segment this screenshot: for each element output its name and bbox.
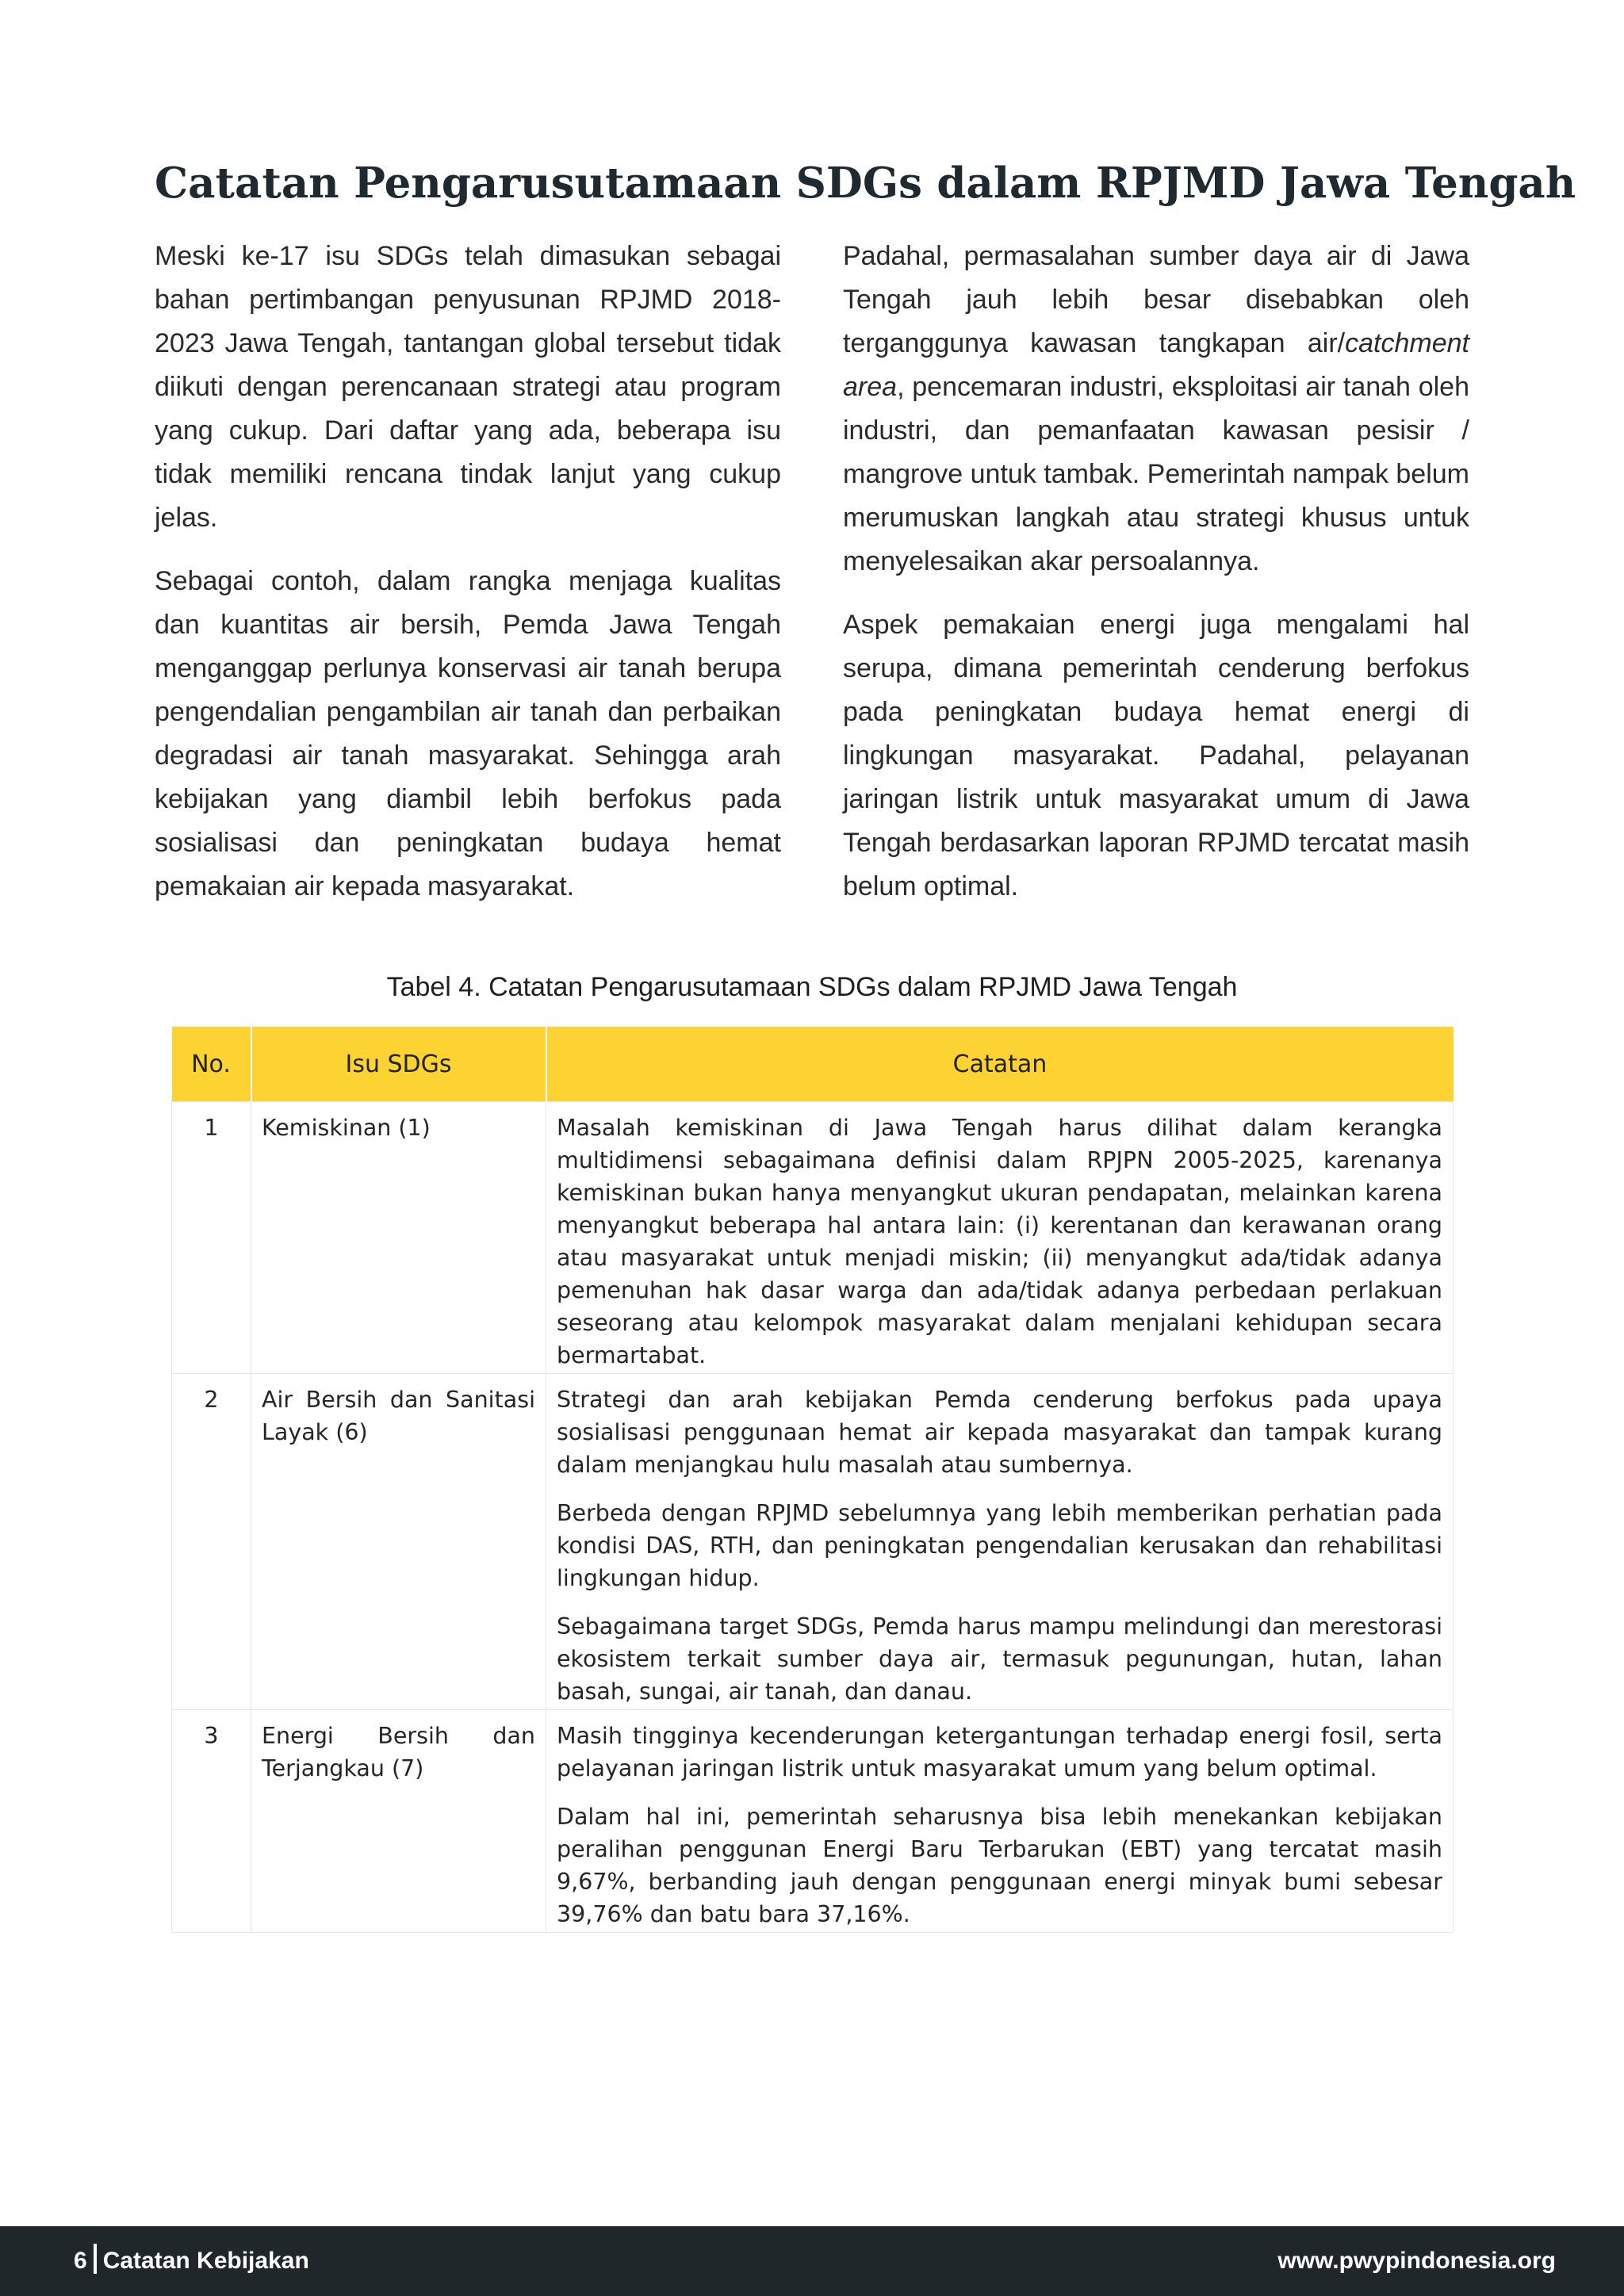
table-caption: Tabel 4. Catatan Pengarusutamaan SDGs dalam RPJMD Jawa Tengah	[386, 972, 1238, 1002]
column-header-issue: Isu SDGs	[251, 1027, 546, 1102]
row-issue: Air Bersih dan Sanitasi Layak (6)	[251, 1374, 546, 1710]
row-issue: Kemiskinan (1)	[251, 1102, 546, 1374]
row-notes	[546, 1710, 1454, 1933]
note-paragraph: Dalam hal ini, pemerintah seharusnya bisa lebih menekankan kebijakan peralihan penggunan Energi Baru Terbarukan (EBT) yang tercatat masih 9,67%, berbanding jauh dengan penggunaan energi minyak bumi sebesar 39,76% dan batu bara 37,16%.	[557, 1804, 1442, 1927]
footer-divider	[94, 2244, 97, 2274]
body-paragraph	[843, 235, 1469, 584]
text-run: , pencemaran industri, eksploitasi air tanah oleh industri, dan pemanfaatan kawasan pesisir / mangrove untuk tambak. Pemerintah nampak belum merumuskan langkah atau strategi khusus untuk menyelesaikan akar persoalannya.	[843, 372, 1469, 576]
note-paragraph: Masalah kemiskinan di Jawa Tengah harus dilihat dalam kerangka multidimensi sebagaimana definisi dalam RPJPN 2005-2025, karenanya kemiskinan bukan hanya menyangkut ukuran pendapatan, melainkan karena menyangkut beberapa hal antara lain: (i) kerentanan dan kerawanan orang atau masyarakat untuk menjadi miskin; (ii) menyangkut ada/tidak adanya pemenuhan hak dasar warga dan ada/tidak adanya perbedaan perlakuan seseorang atau kelompok masyarakat dalam menjalani kehidupan secara bermartabat.	[557, 1115, 1442, 1368]
row-number: 2	[172, 1374, 251, 1710]
note-paragraph: Masih tingginya kecenderungan ketergantungan terhadap energi fosil, serta pelayanan jaringan listrik untuk masyarakat umum yang belum optimal.	[557, 1723, 1442, 1781]
text-run: Padahal, permasalahan sumber daya air di Jawa Tengah jauh lebih besar disebabkan oleh terganggunya kawasan tangkapan air/	[843, 241, 1469, 358]
website-link[interactable]: www.pwypindonesia.org	[1277, 2248, 1556, 2274]
column-header-notes: Catatan	[546, 1027, 1454, 1102]
publication-name: Catatan Kebijakan	[102, 2248, 309, 2274]
footer-left	[74, 2226, 309, 2296]
table-row	[172, 1710, 1454, 1933]
column-header-no: No.	[172, 1027, 251, 1102]
left-column	[155, 235, 781, 928]
body-paragraph: Aspek pemakaian energi juga mengalami hal serupa, dimana pemerintah cenderung berfokus pada peningkatan budaya hemat energi di lingkungan masyarakat. Padahal, pelayanan jaringan listrik untuk masyarakat umum di Jawa Tengah berdasarkan laporan RPJMD tercatat masih belum optimal.	[843, 610, 1469, 901]
note-paragraph: Sebagaimana target SDGs, Pemda harus mampu melindungi dan merestorasi ekosistem terkait sumber daya air, termasuk pegunungan, hutan, lahan basah, sungai, air tanah, dan danau.	[557, 1613, 1442, 1705]
page-footer	[0, 2226, 1624, 2296]
table-header-row	[172, 1027, 1454, 1102]
right-column	[843, 235, 1469, 928]
body-paragraph: Meski ke-17 isu SDGs telah dimasukan sebagai bahan pertimbangan penyusunan RPJMD 2018-2023 Jawa Tengah, tantangan global tersebut tidak diikuti dengan perencanaan strategi atau program yang cukup. Dari daftar yang ada, beberapa isu tidak memiliki rencana tindak lanjut yang cukup jelas.	[155, 241, 781, 533]
row-number: 3	[172, 1710, 251, 1933]
row-issue: Energi Bersih dan Terjangkau (7)	[251, 1710, 546, 1933]
body-paragraph: Sebagai contoh, dalam rangka menjaga kualitas dan kuantitas air bersih, Pemda Jawa Tengah menganggap perlunya konservasi air tanah berupa pengendalian pengambilan air tanah dan perbaikan degradasi air tanah masyarakat. Sehingga arah kebijakan yang diambil lebih berfokus pada sosialisasi dan peningkatan budaya hemat pemakaian air kepada masyarakat.	[155, 566, 781, 901]
table-row	[172, 1374, 1454, 1710]
sdg-table	[171, 1027, 1454, 1933]
table-row	[172, 1102, 1454, 1374]
note-paragraph: Strategi dan arah kebijakan Pemda cenderung berfokus pada upaya sosialisasi penggunaan hemat air kepada masyarakat dan tampak kurang dalam menjangkau hulu masalah atau sumbernya.	[557, 1387, 1442, 1478]
page-number: 6	[74, 2248, 87, 2274]
italic-term: catchment area	[843, 328, 1469, 402]
row-number: 1	[172, 1102, 251, 1374]
note-paragraph: Berbeda dengan RPJMD sebelumnya yang lebih memberikan perhatian pada kondisi DAS, RTH, dan peningkatan pengendalian kerusakan dan rehabilitasi lingkungan hidup.	[557, 1500, 1442, 1591]
row-notes	[546, 1374, 1454, 1710]
row-notes	[546, 1102, 1454, 1374]
page-title: Catatan Pengarusutamaan SDGs dalam RPJMD Jawa Tengah	[155, 159, 1576, 208]
